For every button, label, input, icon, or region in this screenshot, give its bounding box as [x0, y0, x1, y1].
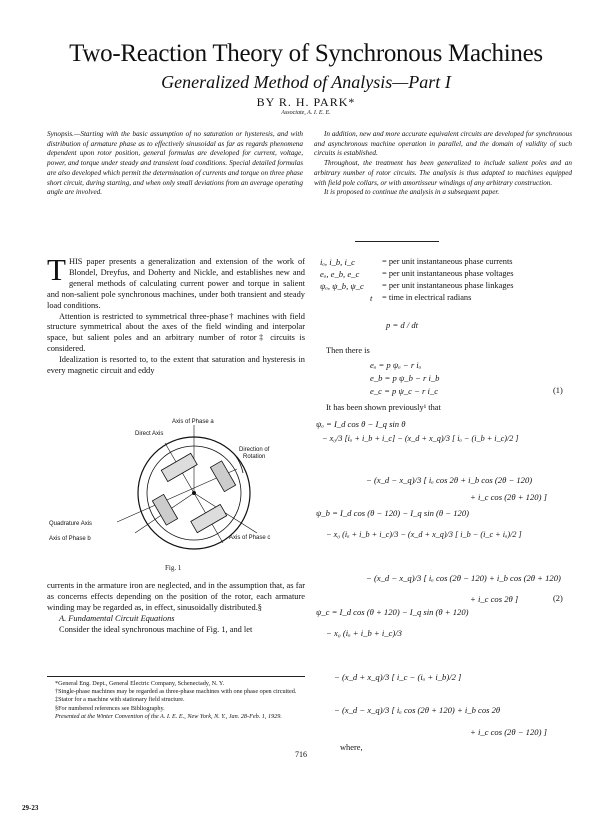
- def-text-linkages: = per unit instantaneous phase linkages: [382, 281, 514, 290]
- intro-paragraph: HIS paper presents a generalization and extension of the work of Blondel, Dreyfus, and Doherty and Nickle, and establishes new and general methods of calculating current power and torque in salient and non-salient pole synchronous machines, under both transient and steady load conditions.: [47, 257, 305, 310]
- body-paragraph: Consider the ideal synchronous machine of Fig. 1, and let: [59, 624, 253, 634]
- intro-paragraph: Attention is restricted to symmetrical three-phase† machines with field structure symmetrical about the axes of the field winding and interpolar space, but salient poles and an arbitrary number of rotor‡ circuits is considered.: [47, 311, 305, 354]
- author-affiliation: Associate, A. I. E. E.: [281, 110, 331, 116]
- footnote: †Single-phase machines may be regarded as three-phase machines with one phase open circuited.: [55, 688, 297, 696]
- eq2-line: + i_c cos 2θ ]: [470, 594, 519, 604]
- label-axis-phase-b: Axis of Phase b: [49, 536, 91, 542]
- label-direct-axis: Direct Axis: [135, 431, 164, 437]
- synopsis-paragraph: In addition, new and more accurate equivalent circuits are developed for synchronous and asynchronous machine operation in parallel, and the domain of validity of such circuits is established.: [314, 130, 572, 158]
- eq2-line: − (x_d − x_q)/3 [ iₐ cos (2θ + 120) + i_b cos 2θ: [334, 705, 501, 715]
- synopsis-left: [47, 130, 303, 198]
- eq1-line: e_c = p ψ_c − r i_c: [370, 386, 439, 396]
- equation-number-1: (1): [553, 386, 563, 395]
- def-symbol-time: t: [370, 293, 373, 303]
- intro-text: [47, 252, 305, 377]
- paper-code: 29-23: [22, 804, 39, 812]
- figure-caption: Fig. 1: [165, 564, 182, 572]
- footnote-presented: Presented at the Winter Convention of the A. I. E. E., New York, N. Y., Jan. 28-Feb. 1, 1929.: [55, 712, 282, 720]
- intro-paragraph: Idealization is resorted to, to the extent that saturation and hysteresis in every magnetic circuit and eddy: [47, 355, 305, 376]
- page-number: 716: [295, 750, 307, 759]
- def-text-voltages: = per unit instantaneous phase voltages: [382, 269, 514, 278]
- footnote: §For numbered references see Bibliography.: [55, 704, 165, 712]
- equation-number-2: (2): [553, 594, 563, 603]
- eq2-line: ψₐ = I_d cos θ − I_q sin θ: [316, 419, 406, 429]
- shown-previously: It has been shown previously¹ that: [326, 403, 441, 412]
- author-byline: BY R. H. PARK*: [256, 95, 356, 109]
- drop-cap: T: [47, 252, 66, 287]
- def-symbol-linkages: ψₐ, ψ_b, ψ_c: [320, 281, 364, 291]
- lower-left-text: [47, 581, 305, 636]
- label-direction-1: Direction of: [239, 447, 270, 453]
- synopsis-right: [314, 130, 572, 198]
- def-text-time: = time in electrical radians: [382, 293, 472, 302]
- p-operator-definition: p = d / dt: [386, 320, 419, 330]
- eq2-line: ψ_c = I_d cos (θ + 120) − I_q sin (θ + 120): [316, 607, 469, 617]
- section-heading: A. Fundamental Circuit Equations: [59, 613, 175, 623]
- then-there-is: Then there is: [326, 346, 370, 355]
- eq2-line: − (x_d − x_q)/3 [ iₐ cos (2θ − 120) + i_b cos (2θ + 120): [366, 573, 561, 583]
- footnote: *General Eng. Dept., General Electric Company, Schenectady, N. Y.: [55, 680, 225, 687]
- def-text-currents: = per unit instantaneous phase currents: [382, 257, 513, 266]
- label-axis-phase-c: Axis of Phase c: [229, 535, 271, 541]
- synopsis-text: Synopsis.—Starting with the basic assumption of no saturation or hysteresis, and with distribution of armature phase as to effectively sinusoidal as far as regards phenomena dependent upon rotor position, general formulas are developed for current, voltage, power, and torque under steady and transient load conditions. Special detailed formulas are also developed which permit the determination of currents and torque on three phase short circuit, during starting, and when only small deviations from an average operating angle are involved.: [47, 130, 303, 197]
- eq2-line: − x₀/3 [iₐ + i_b + i_c] − (x_d + x_q)/3 [ iₐ − (i_b + i_c)/2 ]: [322, 434, 519, 443]
- eq2-line: − x₀ (iₐ + i_b + i_c)/3: [326, 628, 402, 638]
- footnotes: [47, 676, 305, 721]
- eq2-line: + i_c cos (2θ + 120) ]: [470, 492, 547, 502]
- label-quadrature-axis: Quadrature Axis: [49, 521, 93, 527]
- synopsis-paragraph: Throughout, the treatment has been generalized to include salient poles and an arbitrary number of rotor circuits. The analysis is thus adapted to machines equipped with field pole collars, or with amortisseur windings of any arbitrary construction.: [314, 159, 572, 187]
- figure-1-diagram: [47, 415, 305, 565]
- label-axis-phase-a: Axis of Phase a: [172, 419, 214, 425]
- paper-subtitle: Generalized Method of Analysis—Part I: [161, 72, 451, 92]
- eq2-line: − (x_d − x_q)/3 [ iₐ cos 2θ + i_b cos (2θ − 120): [366, 475, 533, 485]
- body-paragraph: currents in the armature iron are neglected, and in the assumption that, as far as concerns effects depending on the position of the rotor, each armature winding may be regarded as, in effect, sinusoidally distributed.§: [47, 581, 305, 612]
- eq2-line: ψ_b = I_d cos (θ − 120) − I_q sin (θ − 120): [316, 508, 469, 518]
- eq1-line: eₐ = p ψₐ − r iₐ: [370, 360, 422, 370]
- synopsis-paragraph: It is proposed to continue the analysis in a subsequent paper.: [324, 188, 500, 197]
- def-symbol-voltages: eₐ, e_b, e_c: [320, 269, 360, 279]
- rotor-center: [192, 491, 196, 495]
- label-direction-2: Rotation: [243, 454, 266, 460]
- where-text: where,: [340, 743, 363, 752]
- eq2-line: + i_c cos (2θ − 120) ]: [470, 727, 547, 737]
- paper-title: Two-Reaction Theory of Synchronous Machines: [69, 40, 543, 67]
- eq1-line: e_b = p ψ_b − r i_b: [370, 373, 440, 383]
- footnote: ‡Stator for a machine with stationary field structure.: [55, 696, 185, 704]
- eq2-line: − (x_d + x_q)/3 [ i_c − (iₐ + i_b)/2 ]: [334, 672, 462, 682]
- eq2-line: − x₀ (iₐ + i_b + i_c)/3 − (x_d + x_q)/3 [ i_b − (i_c + iₐ)/2 ]: [326, 530, 522, 539]
- def-symbol-currents: iₐ, i_b, i_c: [320, 257, 355, 267]
- divider-rule: [355, 241, 439, 242]
